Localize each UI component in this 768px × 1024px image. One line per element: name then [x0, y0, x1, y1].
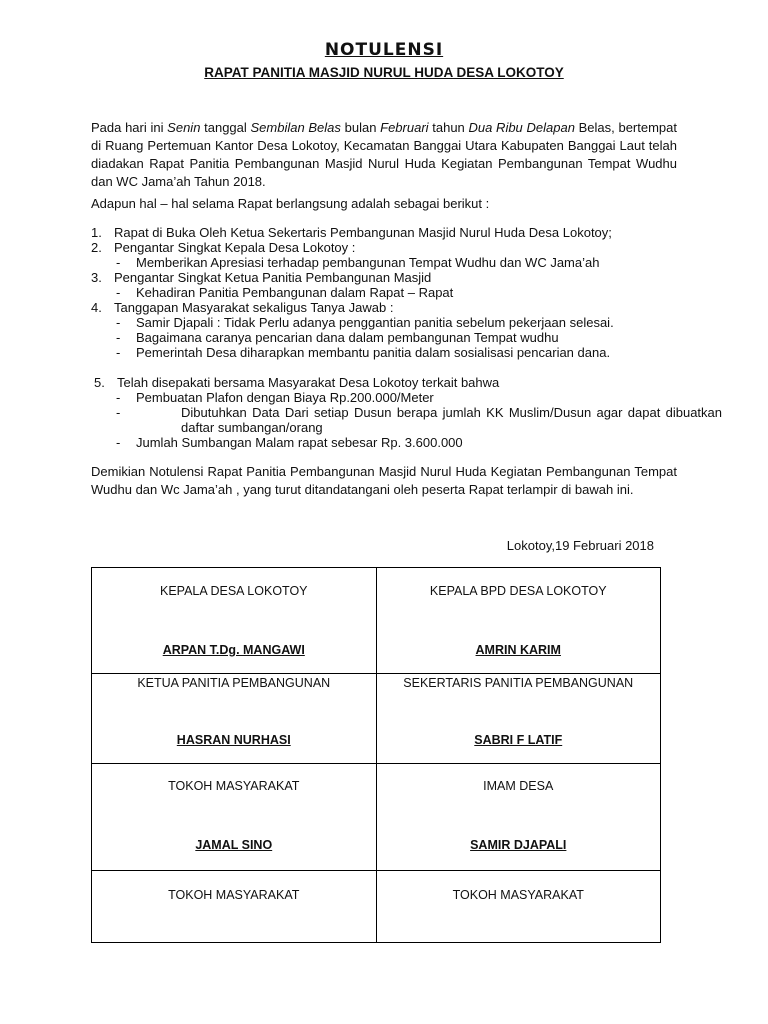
item-dash: - [116, 390, 121, 405]
item-text: Kehadiran Panitia Pembangunan dalam Rapat – Rapat [136, 285, 454, 300]
item-text: Samir Djapali : Tidak Perlu adanya penggantian panitia sebelum pekerjaan selesai. [136, 315, 614, 330]
item-dash: - [116, 405, 121, 420]
signer-name: SABRI F LATIF [474, 733, 563, 747]
signer-role: TOKOH MASYARAKAT [168, 888, 300, 902]
item-text: Jumlah Sumbangan Malam rapat sebesar Rp. 3.600.000 [136, 435, 463, 450]
closing-paragraph: Demikian Notulensi Rapat Panitia Pembangunan Masjid Nurul Huda Kegiatan Pembangunan Tempat Wudhu dan Wc Jama’ah , yang turut ditandatangani oleh peserta Rapat terlampir di bawah ini. [91, 464, 677, 497]
signer-name: JAMAL SINO [195, 838, 273, 852]
item-number: 5. [94, 375, 105, 390]
list-subitem [91, 405, 722, 435]
signature-cell [92, 568, 377, 674]
signature-cell [92, 764, 377, 871]
signature-row [92, 764, 661, 871]
item-dash: - [116, 345, 121, 360]
item-number: 4. [91, 300, 102, 315]
item-text: Pengantar Singkat Kepala Desa Lokotoy : [114, 240, 356, 255]
intro-paragraph [91, 119, 677, 191]
intro-text: tanggal [200, 120, 251, 135]
intro-text: bulan [340, 120, 381, 135]
list-subitem [91, 285, 681, 300]
signature-cell [376, 674, 661, 764]
item-dash: - [116, 255, 121, 270]
item-text: Telah disepakati bersama Masyarakat Desa Lokotoy terkait bahwa [117, 375, 500, 390]
item-text: Pemerintah Desa diharapkan membantu panitia dalam sosialisasi pencarian dana. [136, 345, 611, 360]
item-text: Tanggapan Masyarakat sekaligus Tanya Jawab : [114, 300, 394, 315]
signature-row [92, 871, 661, 943]
item-text: Bagaimana caranya pencarian dana dalam pembangunan Tempat wudhu [136, 330, 559, 345]
list-item [91, 270, 681, 285]
item-text: Dibutuhkan Data Dari setiap Dusun berapa jumlah KK Muslim/Dusun agar dapat dibuatkan daftar sumbangan/orang [181, 405, 722, 435]
place-date: Lokotoy,19 Februari 2018 [506, 538, 654, 553]
list-subitem [91, 390, 681, 405]
intro-year: Dua Ribu Delapan [468, 120, 575, 135]
list-subitem [91, 255, 681, 270]
signature-table [91, 567, 661, 943]
signer-role: SEKERTARIS PANITIA PEMBANGUNAN [403, 676, 634, 690]
signature-cell [92, 674, 377, 764]
signer-role: TOKOH MASYARAKAT [452, 888, 584, 902]
item-number: 2. [91, 240, 102, 255]
item-dash: - [116, 285, 121, 300]
list-item [91, 225, 681, 240]
list-subitem [91, 315, 681, 330]
signer-role: IMAM DESA [483, 779, 554, 793]
item-text: Rapat di Buka Oleh Ketua Sekertaris Pembangunan Masjid Nurul Huda Desa Lokotoy; [114, 225, 612, 240]
item-text: Pembuatan Plafon dengan Biaya Rp.200.000/Meter [136, 390, 434, 405]
signer-role: KEPALA DESA LOKOTOY [159, 584, 308, 598]
list-subitem [91, 330, 681, 345]
list-item [91, 375, 681, 390]
list-subitem [91, 345, 681, 360]
signature-cell [376, 568, 661, 674]
document-subtitle: RAPAT PANITIA MASJID NURUL HUDA DESA LOKOTOY [204, 65, 564, 80]
agenda-list [91, 225, 681, 360]
intro-text: tahun [428, 120, 469, 135]
intro-day: Senin [167, 120, 201, 135]
intro-text: Belas, bertempat di Ruang Pertemuan Kantor Desa Lokotoy, Kecamatan Banggai Utara Kabupaten Banggai Laut telah diadakan Rapat Panitia Pembangunan Masjid Nurul Huda Kegiatan Pembangunan Tempat Wudhu dan WC Jama’ah Tahun 2018. [91, 120, 677, 189]
intro-text: Pada hari ini [91, 120, 168, 135]
item-number: 1. [91, 225, 102, 240]
item-text: Memberikan Apresiasi terhadap pembangunan Tempat Wudhu dan WC Jama’ah [136, 255, 600, 270]
signer-name: HASRAN NURHASI [176, 733, 291, 747]
signer-name: AMRIN KARIM [475, 643, 561, 657]
signature-row [92, 674, 661, 764]
agreement-list [91, 375, 722, 450]
item-number: 3. [91, 270, 102, 285]
signer-role: KEPALA BPD DESA LOKOTOY [429, 584, 607, 598]
signer-name: ARPAN T.Dg. MANGAWI [162, 643, 305, 657]
signature-cell [376, 871, 661, 943]
signer-role: KETUA PANITIA PEMBANGUNAN [137, 676, 331, 690]
signature-cell [376, 764, 661, 871]
item-text: Pengantar Singkat Ketua Panitia Pembangunan Masjid [114, 270, 432, 285]
agenda-intro: Adapun hal – hal selama Rapat berlangsung adalah sebagai berikut : [91, 196, 490, 211]
item-dash: - [116, 435, 121, 450]
list-subitem [91, 435, 681, 450]
signature-cell [92, 871, 377, 943]
signer-name: SAMIR DJAPALI [470, 838, 567, 852]
signature-row [92, 568, 661, 674]
list-item [91, 240, 681, 255]
signer-role: TOKOH MASYARAKAT [168, 779, 300, 793]
intro-date: Sembilan Belas [250, 120, 341, 135]
document-title: NOTULENSI [324, 40, 444, 60]
intro-month: Februari [380, 120, 429, 135]
item-dash: - [116, 330, 121, 345]
list-item [91, 300, 681, 315]
item-dash: - [116, 315, 121, 330]
